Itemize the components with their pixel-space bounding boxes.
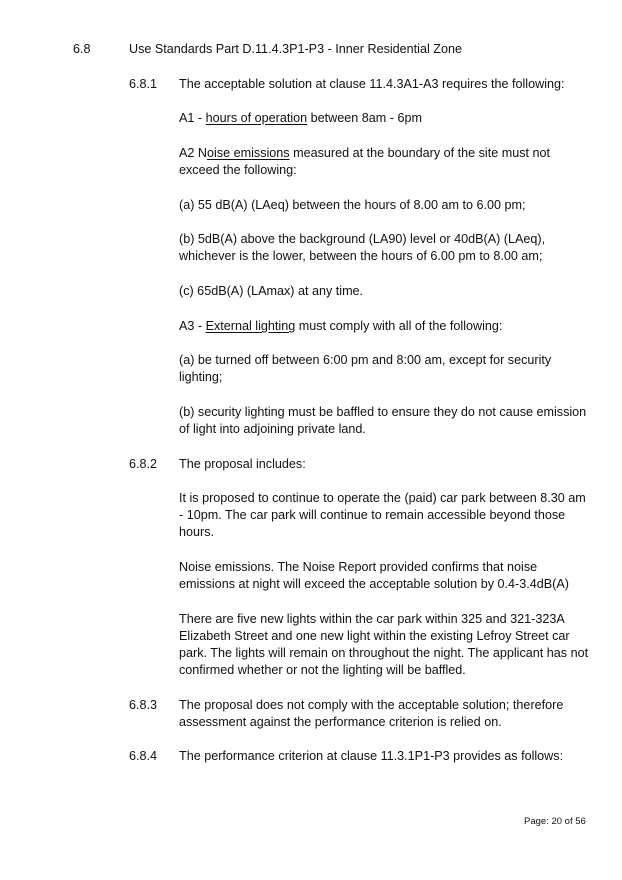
proposal-para1-line-2: - 10pm. The car park will continue to remain accessible beyond those (179, 508, 566, 522)
para-number-6-8-1: 6.8.1 (129, 77, 158, 91)
para-6-8-4-text: The performance criterion at clause 11.3.1P1-P3 provides as follows: (179, 749, 564, 763)
a1-line (179, 110, 422, 127)
para-number-6-8-2: 6.8.2 (129, 457, 158, 471)
proposal-para3-line-2: Elizabeth Street and one new light within the existing Lefroy Street car (179, 629, 570, 643)
para-number-6-8-4: 6.8.4 (129, 749, 158, 763)
section-number: 6.8 (73, 42, 91, 56)
proposal-para3-line-1: There are five new lights within the car park within 325 and 321-323A (179, 612, 565, 626)
a2-item-b-line-1: (b) 5dB(A) above the background (LA90) level or 40dB(A) (LAeq), (179, 232, 546, 246)
para-6-8-1-text: The acceptable solution at clause 11.4.3A1-A3 requires the following: (179, 77, 565, 91)
a3-item-a-line-1: (a) be turned off between 6:00 pm and 8:00 am, except for security (179, 353, 552, 367)
a2-prefix: A2 N (179, 146, 207, 160)
a2-underlined: oise emissions (207, 146, 290, 160)
a3-prefix: A3 - (179, 319, 206, 333)
a2-suffix: measured at the boundary of the site must not (289, 146, 551, 160)
a1-prefix: A1 - (179, 111, 206, 125)
a2-item-a: (a) 55 dB(A) (LAeq) between the hours of 8.00 am to 6.00 pm; (179, 198, 526, 212)
para-number-6-8-3: 6.8.3 (129, 698, 158, 712)
para-6-8-3-line-2: assessment against the performance criterion is relied on. (179, 715, 502, 729)
proposal-para3-line-4: confirmed whether or not the lighting will be baffled. (179, 663, 466, 677)
para-6-8-2-text: The proposal includes: (179, 457, 306, 471)
a3-item-a-line-2: lighting; (179, 370, 223, 384)
page-number: Page: 20 of 56 (524, 816, 586, 827)
proposal-para1-line-1: It is proposed to continue to operate the (paid) car park between 8.30 am (179, 491, 586, 505)
a2-line-2: exceed the following: (179, 163, 297, 177)
a1-underlined: hours of operation (205, 111, 308, 125)
section-title: Use Standards Part D.11.4.3P1-P3 - Inner Residential Zone (129, 42, 462, 56)
a3-line (179, 318, 502, 335)
a2-line-1 (179, 145, 550, 162)
a3-underlined: External lighting (205, 319, 296, 333)
a1-suffix: between 8am - 6pm (307, 111, 422, 125)
a3-item-b-line-1: (b) security lighting must be baffled to ensure they do not cause emission (179, 405, 587, 419)
para-6-8-3-line-1: The proposal does not comply with the acceptable solution; therefore (179, 698, 564, 712)
proposal-para2-line-1: Noise emissions. The Noise Report provided confirms that noise (179, 560, 538, 574)
a3-suffix: must comply with all of the following: (295, 319, 503, 333)
a3-item-b-line-2: of light into adjoining private land. (179, 422, 366, 436)
proposal-para1-line-3: hours. (179, 525, 215, 539)
a2-item-c: (c) 65dB(A) (LAmax) at any time. (179, 284, 364, 298)
proposal-para2-line-2: emissions at night will exceed the acceptable solution by 0.4-3.4dB(A) (179, 577, 569, 591)
a2-item-b-line-2: whichever is the lower, between the hours of 6.00 pm to 8.00 am; (179, 249, 543, 263)
proposal-para3-line-3: park. The lights will remain on throughout the night. The applicant has not (179, 646, 589, 660)
